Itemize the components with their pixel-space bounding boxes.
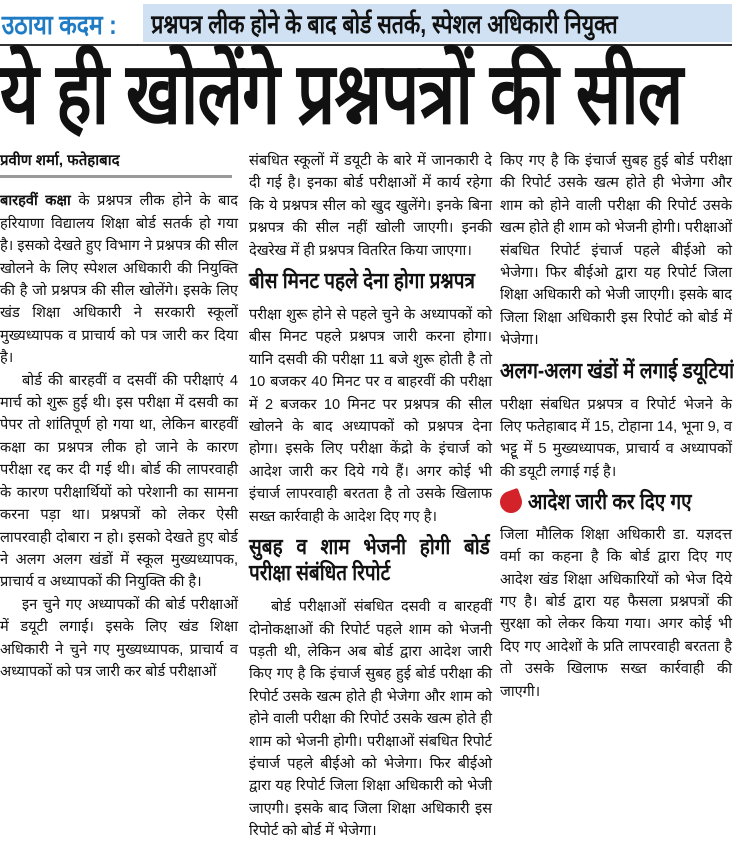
column-3	[500, 150, 732, 703]
paragraph: बोर्ड की बारहवीं व दसवीं की परीक्षाएं 4 मार्च को शुरू हुई थी। इस परीक्षा में दसवी का पेपर तो शांतिपूर्ण हो गया था, लेकिन बारहवीं कक्षा का प्रश्नपत्र लीक हो जाने के कारण परीक्षा रद्द कर दी गई थी। बोर्ड की लापरवाही के कारण परीक्षार्थियों को परेशानी का सामना करना पड़ा था। प्रश्नपत्रों को लेकर ऐसी लापरवाही दोबारा न हो। इसको देखते हुए बोर्ड ने अलग अलग खंडों में स्कूल मुख्यध्यापक, प्राचार्य व अध्यापकों की नियुक्ति की है।	[0, 372, 238, 591]
paragraph-text: के प्रश्नपत्र लीक होने के बाद हरियाणा विद्यालय शिक्षा बोर्ड सतर्क हो गया है। इसको देखते हुए विभाग ने प्रश्नपत्र की सील खोलने के लिए स्पेशल अधिकारी की नियुक्ति की है जो प्रश्नपत्र की सील खोलेंगे। इसके लिए खंड शिक्षा अधिकारी ने सरकारी स्कूलों मुख्यध्यापक व प्राचार्य को पत्र जारी कर दिया है।	[0, 193, 238, 367]
paragraph	[0, 190, 238, 369]
paragraph: बोर्ड परीक्षाओं संबधित दसवी व बारहवीं दोनोकक्षाओं की रिपोर्ट पहले शाम को भेजनी पड़ती थी, लेकिन अब बोर्ड द्वारा आदेश जारी किए गए है कि इंचार्ज सुबह हुई बोर्ड परीक्षा की रिपोर्ट उसके खत्म होते ही भेजेगा और शाम को होने वाली परीक्षा की रिपोर्ट उसके खत्म होते ही शाम को भेजनी होगी। परीक्षाओं संबधित रिपोर्ट इंचार्ज पहले बीईओ को भेजेगा। फिर बीईओ द्वारा यह रिपोर्ट जिला शिक्षा अधिकारी को भेजी जाएगी। इसके बाद जिला शिक्षा अधिकारी इस रिपोर्ट को बोर्ड में भेजेगा।	[249, 599, 492, 840]
paragraph: परीक्षा संबधित प्रश्नपत्र व रिपोर्ट भेजने के लिए फतेहाबाद में 15, टोहाना 14, भूना 9, व भट्टू में 5 मुख्यध्यापक, प्राचार्य व अध्यापकों की डयूटी लगाई गई है।	[500, 396, 732, 480]
paragraph: इन चुने गए अध्यापकों की बोर्ड परीक्षाओं में डयूटी लगाई। इसके लिए खंड शिक्षा अधिकारी ने चुने गए मुख्यध्यापक, प्राचार्य व अध्यापकों को पत्र जारी कर बोर्ड परीक्षाओं	[0, 596, 238, 680]
subheading: बीस मिनट पहले देना होगा प्रश्नपत्र	[249, 268, 475, 294]
kicker-strap	[143, 4, 732, 42]
paragraph: परीक्षा शुरू होने से पहले चुने के अध्यापकों को बीस मिनट पहले प्रश्नपत्र जारी करना होगा। यानि दसवी की परीक्षा 11 बजे शुरू होती है तो 10 बजकर 40 मिनट पर व बाहरवीं की परीक्षा में 2 बजकर 10 मिनट पर प्रश्नपत्र की सील खोलने के बाद अध्यापकों को प्रश्नपत्र देना होगा। इसके लिए परीक्षा केंद्रो के इंचार्ज को आदेश जारी कर दिये गये हैं। अगर कोई भी इंचार्ज लापरवाही बरतता है तो उसके खिलाफ सख्त कार्रवाही के आदेश दिए गए है।	[249, 307, 492, 525]
quote-heading	[500, 491, 732, 513]
paragraph: जिला मौलिक शिक्षा अधिकारी डा. यज्ञदत्त वर्मा का कहना है कि बोर्ड द्वारा दिए गए आदेश खंड शिक्षा अधिकारियों को भेज दिये गए है। बोर्ड द्वारा यह फैसला प्रश्नपत्रों की सुरक्षा को लेकर किया गया। अगर कोई भी दिए गए आदेशों के प्रति लापरवाही बरतता है तो उसके खिलाफ सख्त कार्रवाही की जाएगी।	[500, 526, 732, 700]
quote-heading-text: आदेश जारी कर दिए गए	[528, 489, 692, 515]
lead-text: बारहवीं कक्षा	[0, 193, 71, 210]
kicker-label: उठाया कदम :	[1, 9, 117, 40]
paragraph-continued: किए गए है कि इंचार्ज सुबह हुई बोर्ड परीक्षा की रिपोर्ट उसके खत्म होते ही भेजेगा और शाम को होने वाली परीक्षा की रिपोर्ट उसके खत्म होते ही शाम को भेजनी होगी। परीक्षाओं संबधित रिपोर्ट इंचार्ज पहले बीईओ को भेजेगा। फिर बीईओ द्वारा यह रिपोर्ट जिला शिक्षा अधिकारी को भेजी जाएगी। इसके बाद जिला शिक्षा अधिकारी इस रिपोर्ट को बोर्ड में भेजेगा।	[500, 153, 732, 349]
column-1	[0, 150, 238, 683]
quote-mark-icon	[497, 488, 525, 516]
subheading: सुबह व शाम भेजनी होगी बोर्ड परीक्षा संबंधित रिपोर्ट	[249, 534, 490, 586]
column-2	[249, 150, 492, 840]
kicker-text: प्रश्नपत्र लीक होने के बाद बोर्ड सतर्क, स्पेशल अधिकारी नियुक्त	[151, 9, 618, 39]
byline: प्रवीण शर्मा, फतेहाबाद	[0, 150, 232, 178]
kicker	[0, 4, 143, 42]
subheading: अलग-अलग खंडों में लगाई डयूटियां	[500, 357, 734, 383]
headline: ये ही खोलेंगे प्रश्नपत्रों की सील	[0, 46, 683, 142]
paragraph: संबधित स्कूलों में डयूटी के बारे में जानकारी दे दी गई है। इनका बोर्ड परीक्षाओं में कार्य रहेगा कि ये प्रश्नपत्र सील को खुद खुलेंगे। इनके बिना प्रश्नपत्र की सील नहीं खोली जाएगी। इनकी देखरेख में ही प्रश्नपत्र वितरित किया जाएगा।	[249, 153, 492, 259]
